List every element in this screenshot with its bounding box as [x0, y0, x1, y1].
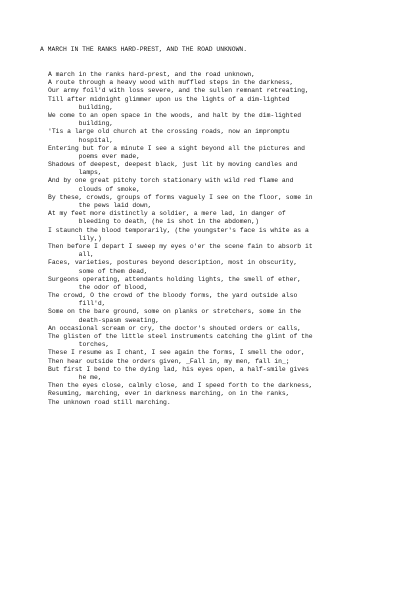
- poem-line: hospital,: [48, 136, 114, 144]
- poem-line: We come to an open space in the woods, and halt by the dim-lighted: [48, 111, 302, 119]
- poem-line: By these, crowds, groups of forms vaguely I see on the floor, some in: [48, 193, 313, 201]
- poem-line: fill'd,: [48, 300, 106, 308]
- poem-line: poems ever made,: [48, 152, 141, 160]
- poem-line: Shadows of deepest, deepest black, just lit by moving candles and: [48, 161, 298, 169]
- poem-line: the odor of blood,: [48, 283, 148, 291]
- poem-line: Surgeons operating, attendants holding lights, the smell of ether,: [48, 275, 302, 283]
- poem-line: These I resume as I chant, I see again the forms, I smell the odor,: [48, 349, 305, 357]
- poem-line: death-spasm sweating,: [48, 316, 160, 324]
- poem-line: Faces, varieties, postures beyond description, most in obscurity,: [48, 259, 298, 267]
- poem-line: An occasional scream or cry, the doctor's shouted orders or calls,: [48, 324, 302, 332]
- poem-line: A route through a heavy wood with muffled steps in the darkness,: [48, 79, 294, 87]
- poem-line: I staunch the blood temporarily, (the youngster's face is white as a: [48, 226, 309, 234]
- poem-line: building,: [48, 120, 114, 128]
- poem-body: [48, 71, 408, 407]
- poem-line: bleeding to death, (he is shot in the abdomen,): [48, 218, 259, 226]
- poem-line: A march in the ranks hard-prest, and the road unknown,: [48, 71, 256, 78]
- poem-line: Till after midnight glimmer upon us the lights of a dim-lighted: [48, 95, 290, 103]
- poem-line: lily,): [48, 234, 102, 242]
- poem-line: some of them dead,: [48, 267, 148, 275]
- poem-line: the pews laid down,: [48, 202, 152, 209]
- poem-line: clouds of smoke,: [48, 185, 141, 193]
- poem-line: lamps,: [48, 169, 102, 177]
- poem-line: torches,: [48, 341, 110, 349]
- poem-line: Entering but for a minute I see a sight beyond all the pictures and: [48, 144, 305, 152]
- poem-line: 'Tis a large old church at the crossing roads, now an impromptu: [48, 128, 290, 136]
- poem-line: building,: [48, 103, 114, 111]
- poem-line: Then hear outside the orders given, _Fall in, my men, fall in_;: [48, 357, 290, 365]
- poem-line: Resuming, marching, ever in darkness marching, on in the ranks,: [48, 390, 290, 398]
- poem-line: Then before I depart I sweep my eyes o'er the scene fain to absorb it: [48, 242, 313, 250]
- poem-title: A MARCH IN THE RANKS HARD-PREST, AND THE ROAD UNKNOWN.: [40, 46, 248, 53]
- poem-line: Then the eyes close, calmly close, and I speed forth to the darkness,: [48, 382, 313, 390]
- poem-line: At my feet more distinctly a soldier, a mere lad, in danger of: [48, 210, 286, 218]
- poem-line: And by one great pitchy torch stationary with wild red flame and: [48, 177, 294, 185]
- poem-line: The crowd, O the crowd of the bloody forms, the yard outside also: [48, 292, 298, 300]
- poem-line: The unknown road still marching.: [48, 398, 171, 406]
- poem-line: he me,: [48, 373, 102, 381]
- poem-line: Our army foil'd with loss severe, and the sullen remnant retreating,: [48, 87, 309, 95]
- poem-line: But first I bend to the dying lad, his eyes open, a half-smile gives: [48, 365, 309, 373]
- poem-line: all,: [48, 251, 95, 259]
- poem-line: Some on the bare ground, some on planks or stretchers, some in the: [48, 308, 302, 316]
- poem-line: The glisten of the little steel instruments catching the glint of the: [48, 333, 313, 340]
